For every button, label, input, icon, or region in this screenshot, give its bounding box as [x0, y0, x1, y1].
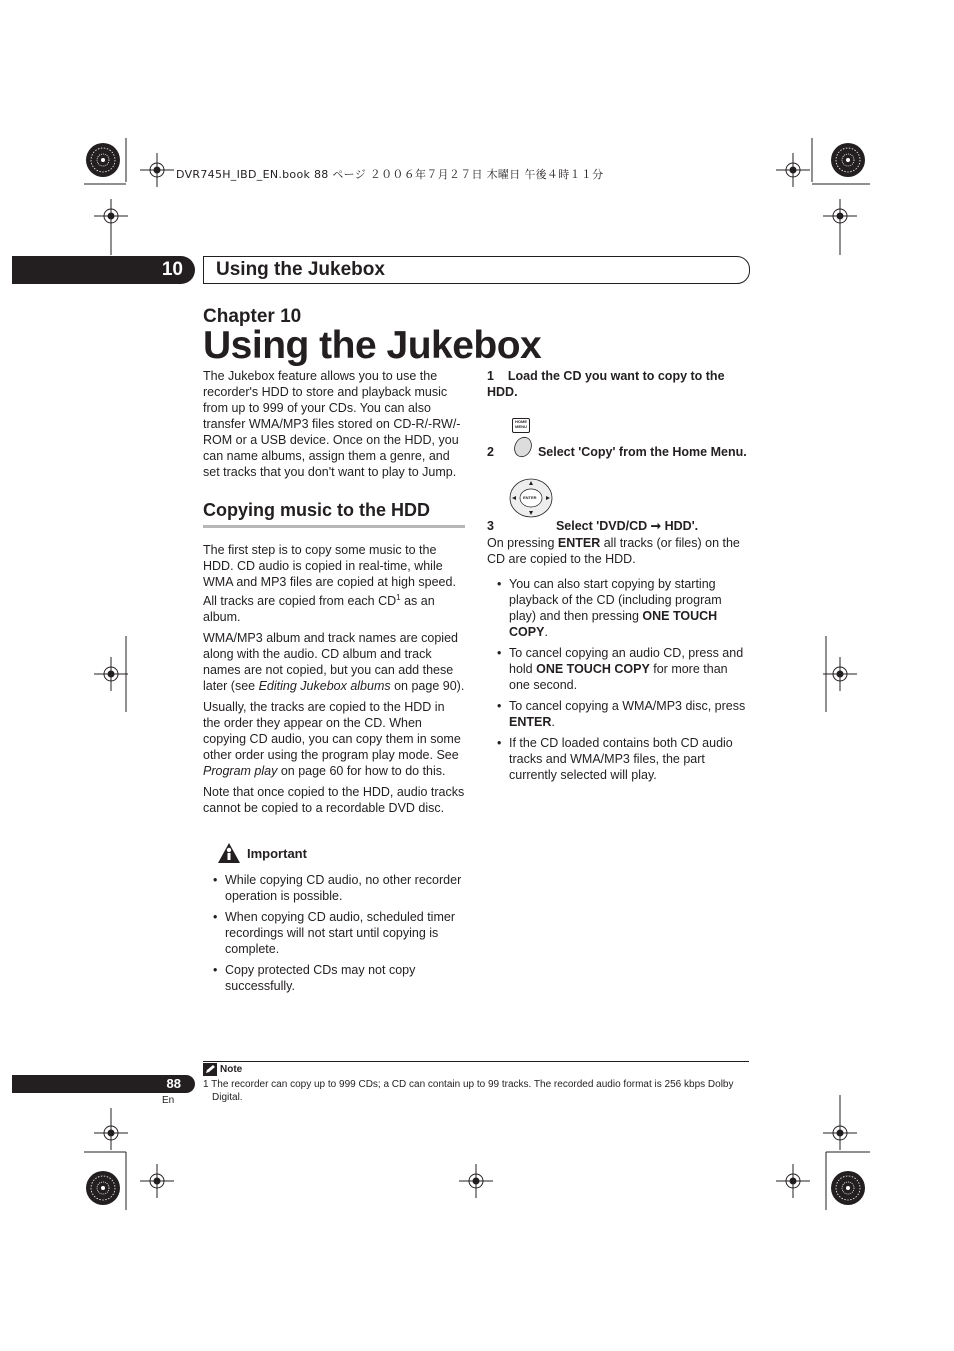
left-column: [203, 368, 465, 999]
note-pencil-icon: [203, 1063, 217, 1076]
enter-label: ENTER: [523, 495, 537, 500]
bullet-item: • To cancel copying an audio CD, press and hold ONE TOUCH COPY for more than one second.: [509, 645, 749, 693]
intro-paragraph: The Jukebox feature allows you to use the recorder's HDD to store and playback music from up to 999 of your CDs. You can also transfer WMA/MP3 files stored on CD-R/-RW/-ROM or a USB device. Once on the HDD, you can name albums, assign them a genre, and set tracks that you don't want to play to Jump.: [203, 369, 461, 479]
section-heading: Copying music to the HDD: [203, 500, 465, 528]
note-heading: [203, 1063, 242, 1076]
important-label: Important: [247, 845, 307, 861]
warning-icon: [217, 842, 241, 864]
section-paragraph-1: The first step is to copy some music to the HDD. CD audio is copied in real-time, while WMA and MP3 files are copied at high speed. All tracks are copied from each $CD^1$ as an album.: [203, 543, 456, 625]
note-divider: [203, 1061, 749, 1062]
print-header: DVR745H_IBD_EN.book 88 ページ ２００６年７月２７日 木曜日 午後４時１１分: [176, 168, 604, 181]
page-number-tab: [12, 1075, 195, 1093]
chapter-number-tab: [12, 256, 195, 284]
important-list: [203, 872, 465, 994]
step-3-bullets: [487, 576, 749, 783]
chapter-title-running: Using the Jukebox: [216, 259, 385, 280]
step-1: 1 Load the CD you want to copy to the HDD.: [487, 369, 725, 399]
chapter-label: Chapter 10: [203, 306, 302, 327]
step-2: 2 Select 'Copy' from the Home Menu.: [487, 445, 747, 459]
right-column: [487, 368, 749, 788]
important-heading: [217, 842, 465, 864]
section-paragraph-4: Note that once copied to the HDD, audio tracks cannot be copied to a recordable DVD disc.: [203, 785, 465, 816]
section-paragraph-3: Usually, the tracks are copied to the HDD in the order they appear on the CD. When copying CD audio, you can copy them in some other order using the program play mode. See Program play on page 60 for how to do this.: [203, 700, 461, 779]
home-menu-button-icon: HOME MENU: [512, 418, 530, 433]
footnote: 1 The recorder can copy up to 999 CDs; a CD can contain up to 99 tracks. The recorded audio format is 256 kbps Dolby Digital.: [203, 1079, 734, 1103]
important-item: • While copying CD audio, no other recorder operation is possible.: [225, 872, 465, 904]
chapter-number: 10: [161, 259, 183, 280]
bullet-item: • If the CD loaded contains both CD audio tracks and WMA/MP3 files, the part currently selected will play.: [509, 735, 749, 783]
note-label: Note: [220, 1064, 243, 1075]
arrow-right-icon: ➞: [650, 519, 662, 533]
page-language: En: [162, 1095, 175, 1106]
page-number: 88: [166, 1076, 181, 1091]
important-item: • Copy protected CDs may not copy successfully.: [225, 962, 465, 994]
important-item: • When copying CD audio, scheduled timer recordings will not start until copying is complete.: [225, 909, 465, 957]
bullet-item: • You can also start copying by starting playback of the CD (including program play) and then pressing ONE TOUCH COPY.: [509, 576, 749, 640]
step-3-description: On pressing ENTER all tracks (or files) on the CD are copied to the HDD.: [487, 536, 740, 566]
bullet-item: • To cancel copying a WMA/MP3 disc, press ENTER.: [509, 698, 749, 730]
step-3-block: [487, 478, 749, 566]
step-2-block: [487, 406, 749, 478]
step-3: 3 Select 'DVD/CD ➞ HDD'.: [487, 519, 699, 533]
chapter-title-tab: [203, 256, 750, 284]
section-paragraph-2: WMA/MP3 album and track names are copied along with the audio. CD album and track names are not copied, but you can add these later (see Editing Jukebox albums on page 90).: [203, 631, 465, 694]
page-title: Using the Jukebox: [203, 324, 542, 367]
